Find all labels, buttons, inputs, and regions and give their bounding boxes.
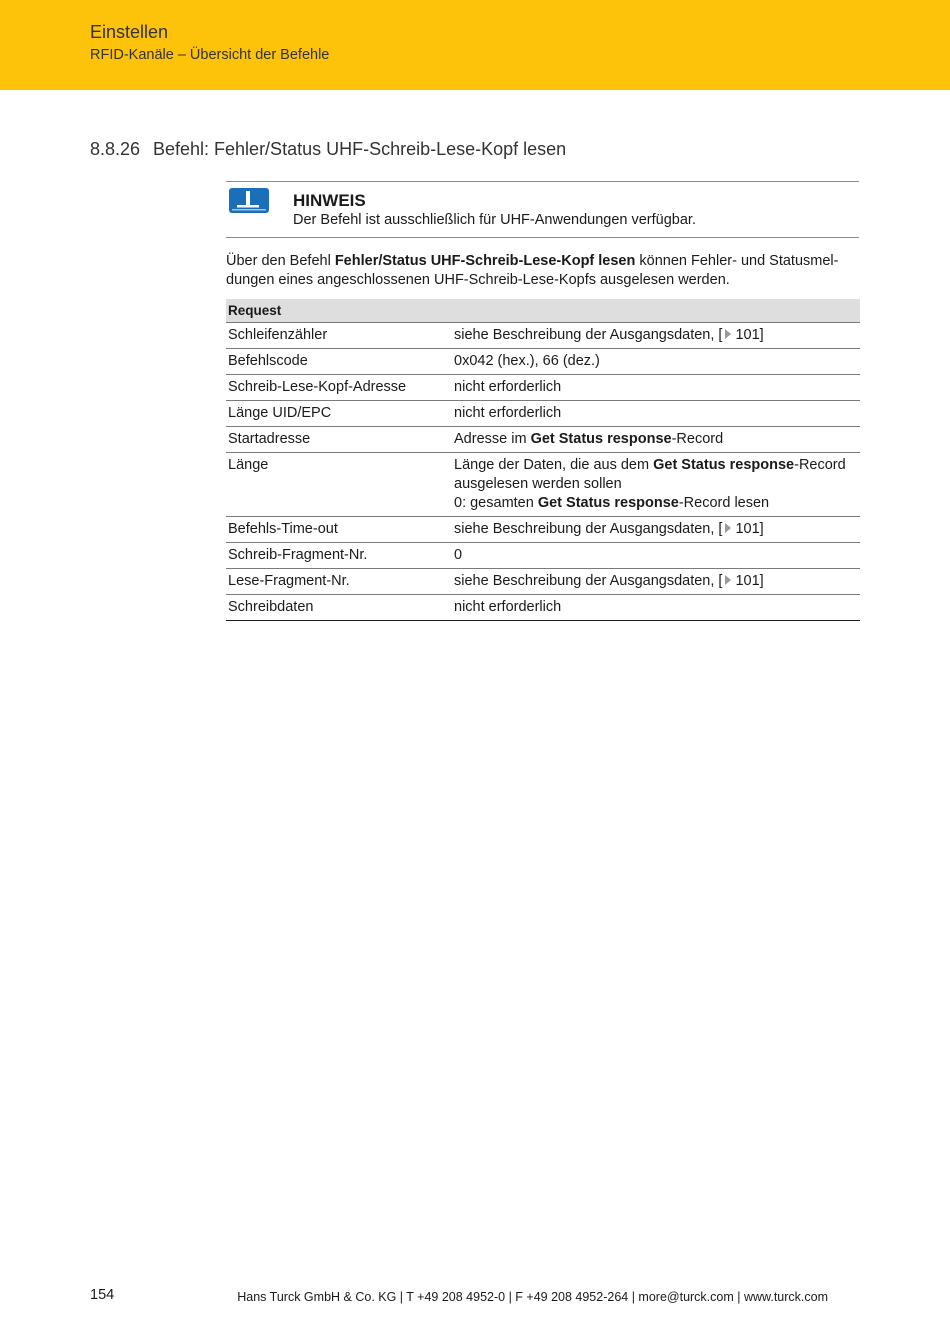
page-number: 154: [90, 1287, 115, 1303]
footer-contact: Hans Turck GmbH & Co. KG | T +49 208 4952-0 | F +49 208 4952-264 | more@turck.com | www.turck.com: [237, 1290, 828, 1304]
row-value: 0: [452, 543, 860, 569]
page-ref-link[interactable]: 101]: [735, 573, 764, 589]
header-title: Einstellen: [90, 22, 169, 42]
row-value: siehe Beschreibung der Ausgangsdaten, [ 101]: [452, 323, 860, 349]
section-number: 8.8.26: [90, 139, 141, 159]
table-row: [226, 323, 860, 349]
row-label: Länge: [226, 453, 452, 517]
notice-box: [226, 181, 859, 238]
row-value: nicht erforderlich: [452, 595, 860, 621]
row-value: siehe Beschreibung der Ausgangsdaten, [ 101]: [452, 569, 860, 595]
page-ref-arrow-icon: [725, 575, 731, 585]
table-row: [226, 349, 860, 375]
table-row: [226, 517, 860, 543]
row-value: siehe Beschreibung der Ausgangsdaten, [ 101]: [452, 517, 860, 543]
row-value: Länge der Daten, die aus dem Get Status response-Record ausgelesen werden sollen 0: gesamten Get Status response-Record lesen: [452, 453, 860, 517]
intro-text-after: können Fehler- und Statusmel-: [635, 253, 839, 269]
book-icon: [229, 188, 269, 213]
row-label: Schreib-Fragment-Nr.: [226, 543, 452, 569]
intro-text-before: Über den Befehl: [226, 253, 335, 269]
table-row: [226, 401, 860, 427]
header-band: [0, 0, 950, 90]
table-row: [226, 569, 860, 595]
notice-title: HINWEIS: [293, 191, 366, 210]
row-label: Schleifenzähler: [226, 323, 452, 349]
section-title: Befehl: Fehler/Status UHF-Schreib-Lese-Kopf lesen: [153, 139, 567, 159]
page-ref-link[interactable]: 101]: [735, 327, 764, 343]
row-label: Lese-Fragment-Nr.: [226, 569, 452, 595]
page-ref-arrow-icon: [725, 329, 731, 339]
page-ref-link[interactable]: 101]: [735, 521, 764, 537]
intro-paragraph: [226, 252, 856, 290]
row-label: Schreib-Lese-Kopf-Adresse: [226, 375, 452, 401]
page-ref-arrow-icon: [725, 523, 731, 533]
row-label: Startadresse: [226, 427, 452, 453]
row-label: Befehls-Time-out: [226, 517, 452, 543]
table-row: [226, 427, 860, 453]
table-header-row: [226, 299, 860, 323]
row-value: 0x042 (hex.), 66 (dez.): [452, 349, 860, 375]
table-row: [226, 453, 860, 517]
header-subtitle: RFID-Kanäle – Übersicht der Befehle: [90, 47, 330, 63]
intro-command-name: Fehler/Status UHF-Schreib-Lese-Kopf lesen: [334, 253, 636, 269]
table-row: [226, 375, 860, 401]
notice-text: Der Befehl ist ausschließlich für UHF-Anwendungen verfügbar.: [293, 212, 696, 228]
row-label: Länge UID/EPC: [226, 401, 452, 427]
request-table: [226, 299, 860, 621]
row-value: nicht erforderlich: [452, 401, 860, 427]
intro-text-line2: dungen eines angeschlossenen UHF-Schreib-Lese-Kopfs ausgelesen werden.: [226, 272, 730, 288]
section-heading: [90, 139, 566, 160]
table-row: [226, 595, 860, 621]
table-header: Request: [226, 299, 860, 323]
row-value: Adresse im Get Status response-Record: [452, 427, 860, 453]
row-label: Schreibdaten: [226, 595, 452, 621]
table-row: [226, 543, 860, 569]
row-label: Befehlscode: [226, 349, 452, 375]
row-value: nicht erforderlich: [452, 375, 860, 401]
